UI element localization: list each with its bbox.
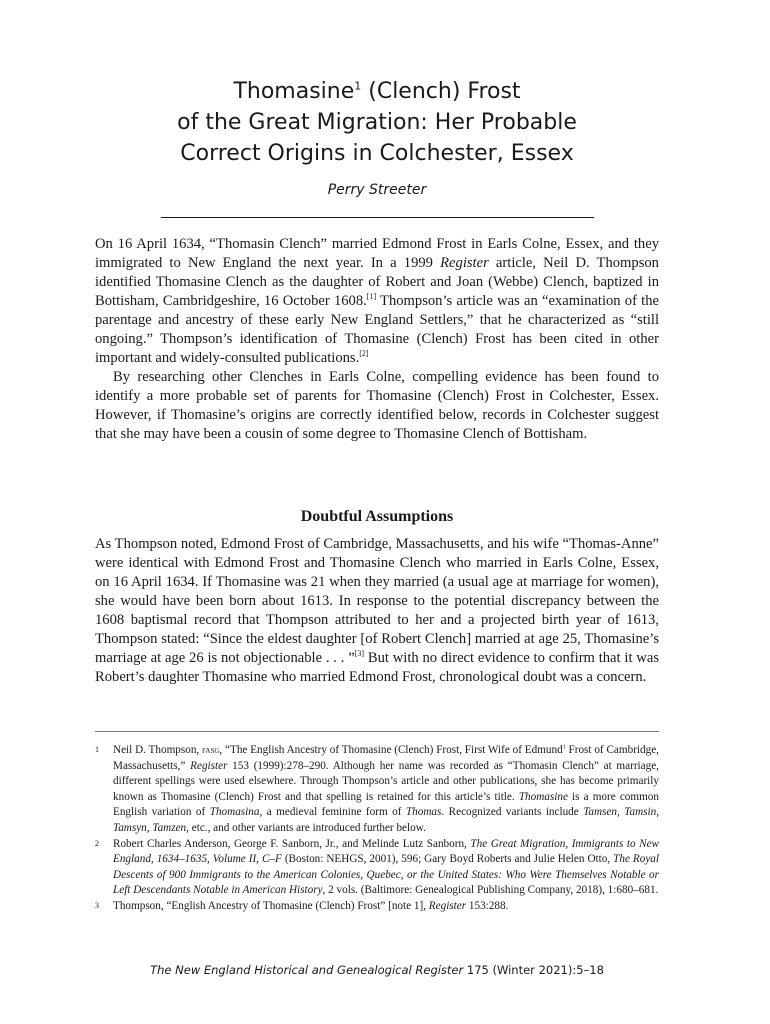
title-divider (161, 217, 594, 218)
footnote-ref-1[interactable]: [1] (366, 292, 377, 302)
footnote-number: 1 (95, 745, 99, 754)
article-title (95, 76, 659, 169)
title-line-2: of the Great Migration: Her Probable (177, 110, 577, 135)
footnote-ref-2[interactable]: [2] (359, 349, 369, 359)
journal-name: The New England Historical and Genealogical Register (150, 963, 464, 977)
journal-citation: 175 (Winter 2021):5–18 (463, 963, 604, 977)
doubtful-assumptions-section (95, 535, 659, 687)
footnote-3: 3 Thompson, “English Ancestry of Thomasine (Clench) Frost” [note 1], Register 153:288. (95, 899, 509, 912)
footnote-ref-3[interactable]: [3] (354, 649, 365, 659)
intro-section (95, 235, 659, 444)
section-paragraph-1: As Thompson noted, Edmond Frost of Cambridge, Massachusetts, and his wife “Thomas-Anne” were identical with Edmond Frost and Thomasine Clench who married in Earls Colne, Essex, on 16 April 1634. If Thomasine was 21 when they married (a usual age at marriage for women), she would have been born about 1613. In response to the potential discrepancy between the 1608 baptismal record that Thompson attributed to her and a projected birth year of 1613, Thompson stated: “Since the eldest daughter [of Robert Clench] married at age 25, Thomasine’s marriage at age 26 is not objectionable . . . ”[3] But with no direct evidence to confirm that it was Robert’s daughter Thomasine who married Edmond Frost, chronological doubt was a concern. (95, 536, 660, 685)
footnotes (95, 743, 659, 915)
intro-paragraph-2: By researching other Clenches in Earls Colne, compelling evidence has been found to identify a more probable set of parents for Thomasine (Clench) Frost in Colchester, Essex. However, if Thomasine’s origins are correctly identified below, records in Colchester suggest that she may have been a cousin of some degree to Thomasine Clench of Bottisham. (95, 369, 659, 442)
title-line-1: Thomasine$^1$ (Clench) Frost (233, 79, 521, 104)
footnote-1: 1 Neil D. Thompson, fasg, “The English Ancestry of Thomasine (Clench) Frost, First Wife of Edmund$^1$ Frost of Cambridge, Massachusetts,” Register 153 (1999):278–290. Although her name was recorded as “Thomasin Clench” at marriage, different spellings were used elsewhere. Through Thompson’s article and other publications, she has become primarily known as Thomasine (Clench) Frost and that spelling is retained for this article’s title. Thomasine is a more common English variation of Thomasina, a medieval feminine form of Thomas. Recognized variants include Tamsen, Tamsin, Tamsyn, Tamzen, etc., and other variants are introduced further below. (95, 744, 660, 834)
title-footnote-marker[interactable]: 1 (354, 79, 362, 93)
footnote-2: 2 Robert Charles Anderson, George F. Sanborn, Jr., and Melinde Lutz Sanborn, The Great Migration, Immigrants to New England, 1634–1635, Volume II, C–F (Boston: NEHGS, 2001), 596; Gary Boyd Roberts and Julie Helen Otto, The Royal Descents of 900 Immigrants to the American Colonies, Quebec, or the United States: Who Were Themselves Notable or Left Descendants Notable in American History, 2 vols. (Baltimore: Genealogical Publishing Company, 2018), 1:680–681. (95, 837, 659, 897)
footnote-divider (95, 731, 659, 732)
title-line-3: Correct Origins in Colchester, Essex (180, 141, 574, 166)
page-footer (95, 963, 659, 977)
footnote-number: 2 (95, 838, 99, 848)
author-name: Perry Streeter (327, 182, 427, 198)
intro-paragraph-1: On 16 April 1634, “Thomasin Clench” married Edmond Frost in Earls Colne, Essex, and they immigrated to New England the next year. In a 1999 Register article, Neil D. Thompson identified Thomasine Clench as the daughter of Robert and Joan (Webbe) Clench, baptized in Bottisham, Cambridgeshire, 16 October 1608.[1] Thompson’s article was an “examination of the parentage and ancestry of these early New England Settlers,” that he characterized as “still ongoing.” Thompson’s identification of Thomasine (Clench) Frost has been cited in other important and widely-consulted publications.[2] (95, 236, 659, 366)
footnote-number: 3 (95, 900, 99, 910)
section-heading: Doubtful Assumptions (300, 508, 454, 525)
